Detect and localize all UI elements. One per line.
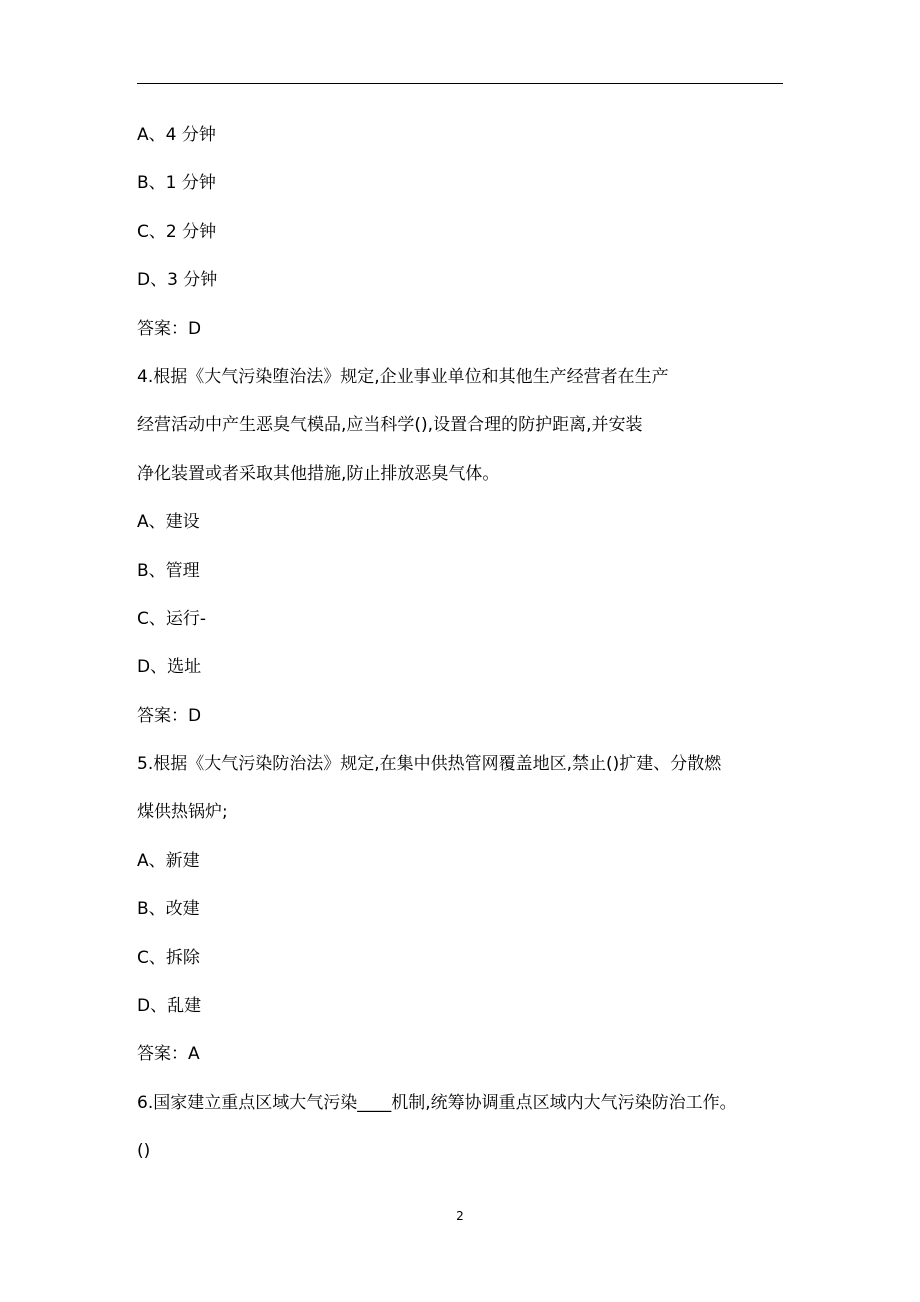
option-a-q3: A、4 分钟 (137, 125, 216, 145)
header-rule (137, 83, 783, 84)
option-a-q5: A、新建 (137, 850, 200, 871)
question-4-line-2: 经营活动中产生恶臭气模品,应当科学(),设置合理的防护距离,并安装 (137, 415, 643, 436)
question-5-line-2: 煤供热锅炉; (137, 802, 228, 823)
option-b-q5: B、改建 (137, 899, 200, 920)
answer-q3: 答案：D (137, 318, 202, 339)
page-content (137, 119, 797, 1184)
option-d-q4: D、选址 (137, 657, 202, 678)
option-c-q4: C、运行- (137, 608, 207, 629)
option-c-q5: C、拆除 (137, 947, 200, 968)
question-4-line-3: 净化装置或者采取其他措施,防止排放恶臭气体。 (137, 463, 500, 484)
option-b-q4: B、管理 (137, 560, 200, 581)
question-6-line-2: () (137, 1141, 151, 1162)
option-d-q3: D、3 分钟 (137, 270, 218, 291)
answer-q4: 答案：D (137, 705, 202, 726)
page-number: 2 (456, 1209, 464, 1223)
question-5-line-1: 5.根据《大气污染防治法》规定,在集中供热管网覆盖地区,禁止()扩建、分散燃 (137, 754, 722, 775)
option-a-q4: A、建设 (137, 512, 200, 533)
option-b-q3: B、1 分钟 (137, 173, 216, 194)
option-c-q3: C、2 分钟 (137, 221, 217, 242)
option-d-q5: D、乱建 (137, 996, 202, 1017)
question-6-line-1: 6.国家建立重点区域大气污染____机制,统筹协调重点区域内大气污染防治工作。 (137, 1092, 737, 1113)
question-4-line-1: 4.根据《大气污染堕治法》规定,企业事业单位和其他生产经营者在生产 (137, 366, 669, 387)
answer-q5: 答案：A (137, 1044, 200, 1065)
